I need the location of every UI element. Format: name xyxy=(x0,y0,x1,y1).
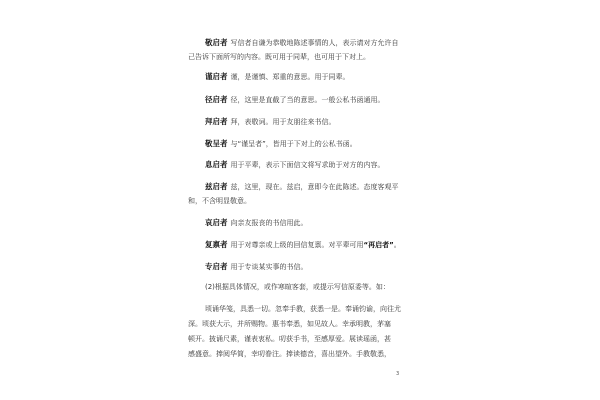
entry-continuation xyxy=(188,196,251,206)
entry-xiqizhe xyxy=(205,160,385,170)
paragraph-line xyxy=(188,334,391,344)
entry-text: 用于平辈，表示下面信文将写求助于对方的内容。 xyxy=(230,161,385,169)
paragraph-line xyxy=(188,349,391,359)
entry-text: 拜，表敬词。用于友朋往来书信。 xyxy=(230,118,336,126)
entry-emphasis: “再启者” xyxy=(363,241,394,249)
entry-jinqizhe xyxy=(205,72,350,82)
entry-fubingzhe xyxy=(205,240,401,250)
entry-text: 径，这里是直截了当的意思。一般公私书函通用。 xyxy=(230,96,385,104)
entry-term: 专启者 xyxy=(205,262,228,271)
entry-aiqizhe xyxy=(205,218,308,228)
paragraph-text: 顿开。披诵尺素，谨表衷私。叨获手书，至感厚爱。展读瑶函，甚 xyxy=(188,335,391,343)
entry-jingqizhe-direct xyxy=(205,95,385,105)
entry-text: 和，不含明显敬意。 xyxy=(188,197,251,205)
entry-term: 息启者 xyxy=(205,160,228,169)
entry-text: 己告诉下面所写的内容。既可用于同辈，也可用于下对上。 xyxy=(188,53,370,61)
entry-term: 复禀者 xyxy=(205,240,228,249)
entry-tail: 。 xyxy=(393,241,401,249)
paragraph-line xyxy=(205,304,401,314)
entry-term: 敬呈者 xyxy=(205,139,228,148)
entry-text: 兹，这里，现在。兹启，意即今在此陈述。态度客观平 xyxy=(230,183,399,191)
entry-text: 写信者自谦为恭敬地陈述事情的人，表示请对方允许自 xyxy=(230,39,399,47)
entry-text: 用于专谈某实事的书信。 xyxy=(230,263,308,271)
entry-text: 向亲友报丧的书信用此。 xyxy=(230,219,308,227)
entry-text: 用于对尊亲或上级的回信复禀。对平辈可用 xyxy=(230,241,364,249)
paragraph-text: 感盛意。捧阅华简，幸叨眷注。捧读德音，喜出望外。手教敬悉， xyxy=(188,350,391,358)
entry-jingchengzhe xyxy=(205,139,357,149)
page-number: 3 xyxy=(396,371,400,377)
entry-ziqizhe xyxy=(205,182,399,192)
paragraph-text: 顷诵华笺，具悉一切。忽奉手教，获悉一是。奉诵钧谕，向往尤 xyxy=(205,305,401,313)
entry-baiqizhe xyxy=(205,117,336,127)
entry-term: 敬启者 xyxy=(205,38,228,47)
entry-jingqizhe xyxy=(205,38,399,48)
entry-continuation xyxy=(188,52,370,62)
entry-term: 径启者 xyxy=(205,95,228,104)
entry-term: 谨启者 xyxy=(205,72,228,81)
entry-text: 谨，是谨慎、郑重的意思。用于同辈。 xyxy=(230,73,350,81)
section-text: (2)根据具体情况，或作寒暄客套，或提示写信原委等。如： xyxy=(205,283,390,291)
entry-zhuanqizhe xyxy=(205,262,308,272)
entry-term: 兹启者 xyxy=(205,182,228,191)
paragraph-text: 深。顷获大示，并所赐物。惠书奉悉，如见故人。幸承明教，茅塞 xyxy=(188,320,391,328)
entry-text: 与“谨呈者”，皆用于下对上的公私书函。 xyxy=(230,140,357,148)
entry-term: 哀启者 xyxy=(205,218,228,227)
entry-term: 拜启者 xyxy=(205,117,228,126)
section-intro xyxy=(205,282,390,292)
paragraph-line xyxy=(188,319,391,329)
